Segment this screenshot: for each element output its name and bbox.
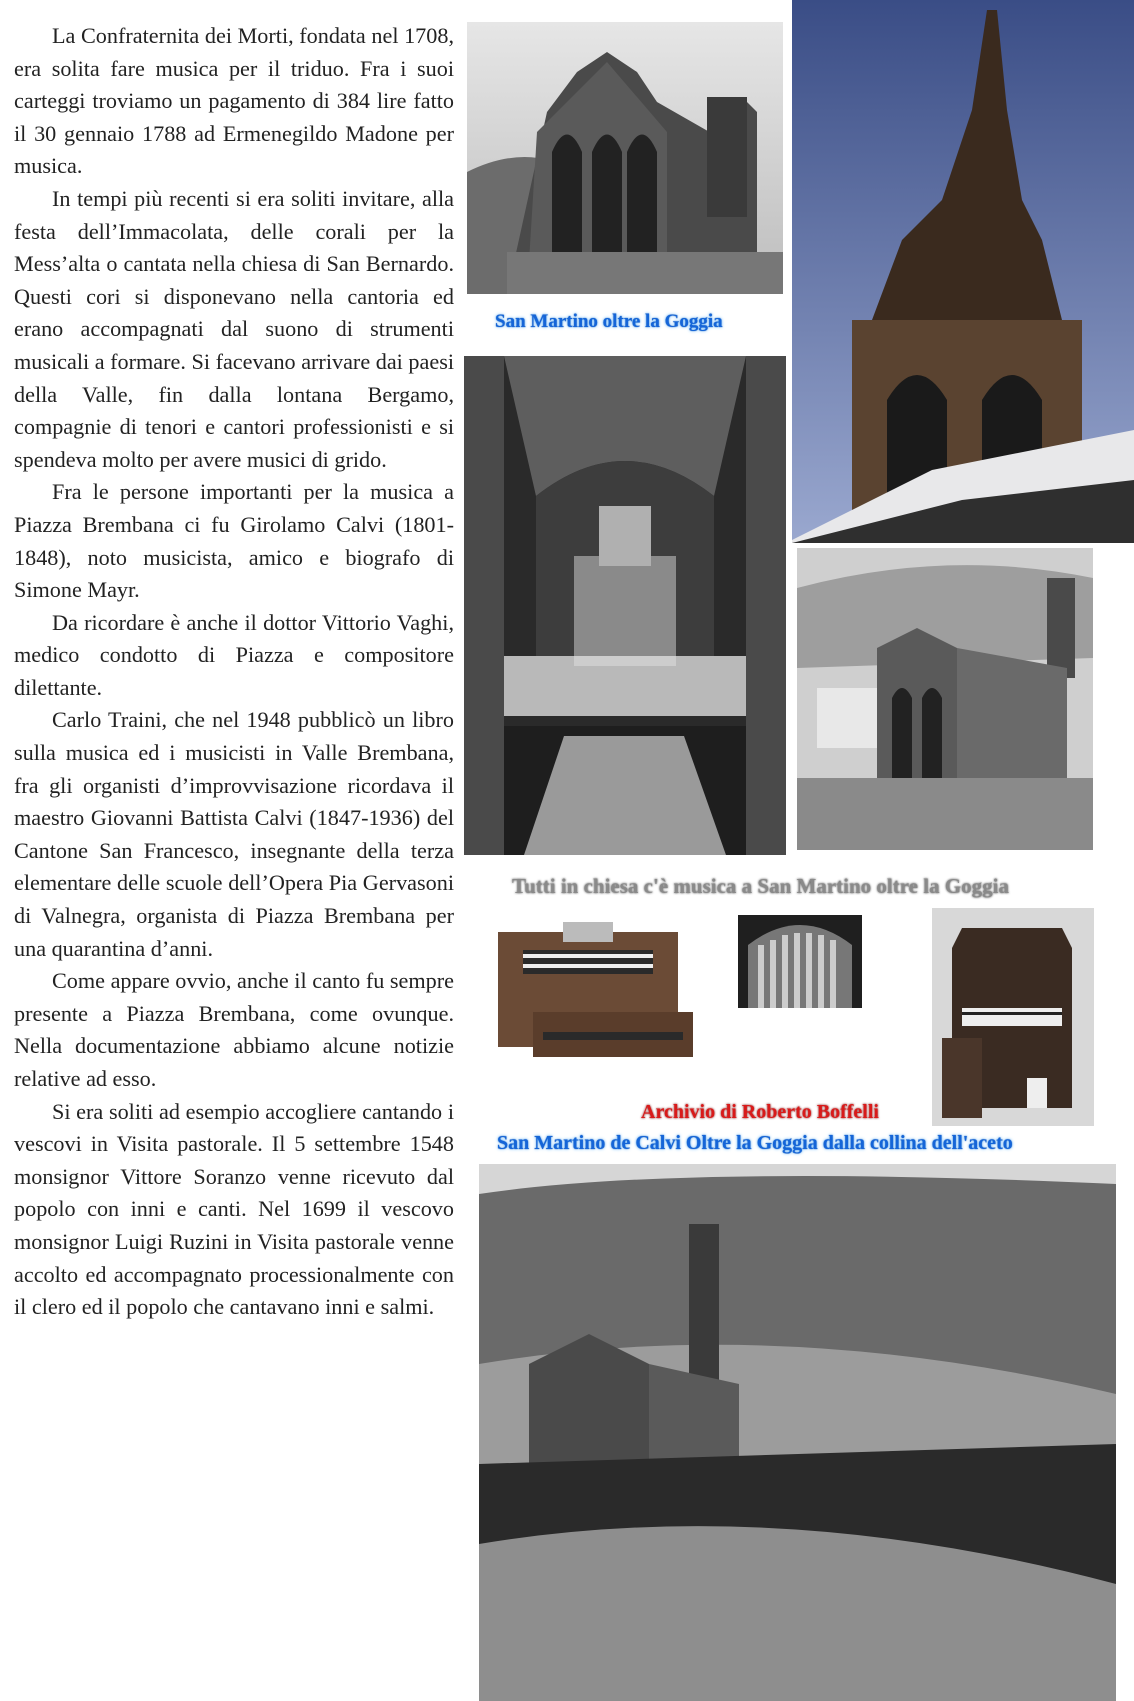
church-interior-photo (464, 356, 786, 855)
paragraph: In tempi più recenti si era soliti invitare, alla festa dell’Immacolata, delle corali per la Mess’alta o cantata nella chiesa di San Bernardo. Questi cori si disponevano nella cantoria ed erano accompagnati dal suono di strumenti musicali a formare. Si facevano arrivare dai paesi della Valle, fin dalla lontana Bergamo, compagnie di tenori e cantori professionisti e si spendeva molto per avere musici di grido. (14, 185, 454, 472)
paragraph: La Confraternita dei Morti, fondata nel 1708, era solita fare musica per il triduo. Fra i suoi carteggi troviamo un pagamento di 384 lire fatto il 30 gennaio 1788 ad Ermenegildo Madone per musica. (14, 23, 454, 179)
organ-console-photo (493, 912, 703, 1072)
organ-pipes-photo (738, 915, 862, 1008)
caption-panorama: San Martino de Calvi Oltre la Goggia dalla collina dell'aceto (497, 1132, 1013, 1154)
paragraph: Carlo Traini, che nel 1948 pubblicò un libro sulla musica ed i musicisti in Valle Brembana, fra gli organisti d’improvvisazione ricordava il maestro Giovanni Battista Calvi (1847-1936) del Cantone San Francesco, insegnante della terza elementare delle scuole dell’Opera Pia Gervasoni di Valnegra, organista di Piazza Brembana per una quarantina d’anni. (14, 707, 454, 961)
church-side-photo (797, 548, 1093, 850)
church-front-photo (467, 22, 783, 294)
harmonium-photo (932, 908, 1094, 1126)
caption-interior: Tutti in chiesa c'è musica a San Martino oltre la Goggia (512, 874, 1009, 898)
panorama-photo (479, 1164, 1116, 1701)
paragraph: Come appare ovvio, anche il canto fu sempre presente a Piazza Brembana, come ovunque. Nella documentazione abbiamo alcune notizie relative ad esso. (14, 968, 454, 1091)
paragraph: Da ricordare è anche il dottor Vittorio Vaghi, medico condotto di Piazza e compositore dilettante. (14, 609, 454, 700)
paragraph: Fra le persone importanti per la musica a Piazza Brembana ci fu Girolamo Calvi (1801-1848), noto musicista, amico e biografo di Simone Mayr. (14, 479, 454, 603)
bell-tower-photo (792, 0, 1134, 543)
caption-archive: Archivio di Roberto Boffelli (641, 1101, 879, 1123)
article-text-column (14, 20, 454, 1324)
paragraph: Si era soliti ad esempio accogliere cantando i vescovi in Visita pastorale. Il 5 settembre 1548 monsignor Vittore Soranzo venne ricevuto dal popolo con inni e canti. Nel 1699 il vescovo monsignor Luigi Ruzini in Visita pastorale venne accolto ed accompagnato processionalmente con il clero ed il popolo che cantavano inni e salmi. (14, 1098, 454, 1320)
caption-church-front: San Martino oltre la Goggia (495, 311, 723, 332)
